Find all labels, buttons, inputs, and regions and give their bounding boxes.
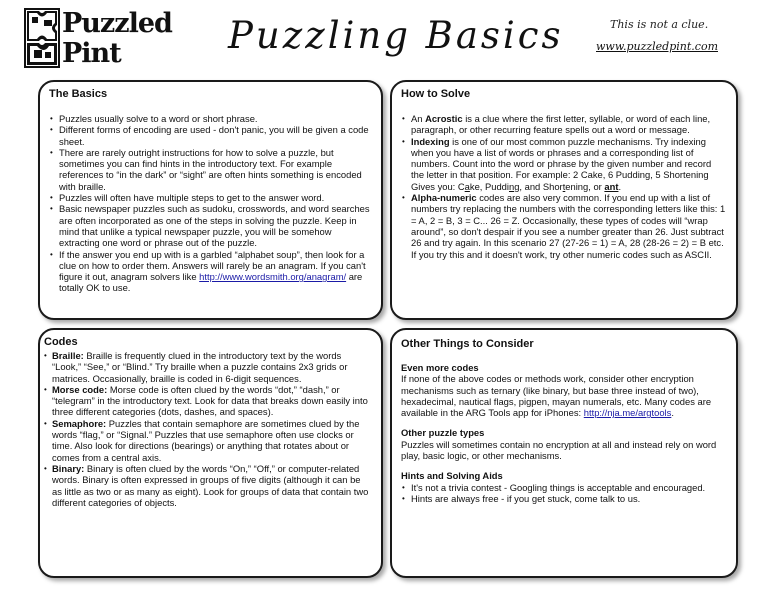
indexing-term: Indexing [411, 135, 450, 147]
list-item: • There are rarely outright instructions for how to solve a puzzle, but sometimes you can find hints in the introductory text. For example references to “in the dark” or “sight” are often hints something is encoded with braille. [49, 147, 371, 192]
list-item-binary [44, 463, 371, 508]
gives-mid-1: ke, Puddi [469, 180, 509, 192]
logo-word-pint: Pint [62, 38, 121, 69]
panel-title-codes: Codes [44, 336, 78, 348]
morse-text: Morse code is often clued by the words “dot,” “dash,” or “telegram” in the introductory text. Look for data that breaks down easily into three different categories (dots, dashes, and spaces). [52, 383, 368, 418]
acrostic-text: is a clue where the first letter, syllable, or word of each line, paragraph, or other recurring feature spells out a word or message. [411, 113, 711, 136]
alpha-numeric-text: codes are also very common. If you end up with a list of numbers try replacing the numbers with the corresponding letters like this: 1 = A, 2 = B, 3 = C... 26 = Z. Occasionally, these types of codes will “wrap around”, so don't despair if you see a number greater than 26. Just subtract 26 and try again. In this scenario 27 (27-26 = 1) = A, 28 (28-26 = 2) = B etc. If you try this and it doesn't work, try other numeric codes such as ASCII. [411, 192, 726, 260]
list-item: • Basic newspaper puzzles such as sudoku, crosswords, and word searches are often incorporated as one of the steps in solving the puzzle. Keep in mind that unlike a typical newspaper puzzle, you will be somehow extracting one word or phrase out of the puzzle. [49, 203, 371, 248]
binary-term: Binary: [52, 462, 85, 474]
panel-title-other-things: Other Things to Consider [401, 338, 534, 350]
indexing-example [411, 181, 726, 192]
list-item-semaphore [44, 418, 371, 463]
panel-codes [38, 328, 383, 578]
list-item-acrostic [401, 113, 726, 136]
list-item-braille [44, 350, 371, 384]
list-item-alpha-numeric [401, 192, 726, 260]
indexing-text: is one of our most common puzzle mechanisms. Try indexing when you have a list of words or phrases and a corresponding list of numbers. Count into the word or phrase by the given number and record the letter in that position. For example: 2 Cake, 6 Pudding, 5 Shortening [411, 135, 712, 181]
semaphore-text: Puzzles that contain semaphore are sometimes clued by the words “flag,” or “Signal.” Puzzles that use semaphore often use clocks or time. Also look for directions (bearings) or anything that rotates about or comes from a central axis. [52, 417, 360, 463]
list-item-morse [44, 384, 371, 418]
gives-mid-2: g, and Shor [514, 180, 563, 192]
argtools-link[interactable]: http://nja.me/argtools [583, 407, 672, 419]
puzzled-pint-logo [24, 6, 172, 70]
even-more-codes-heading: Even more codes [401, 362, 479, 373]
other-puzzle-types-text: Puzzles will sometimes contain no encryption at all and instead rely on word play, basic logic, or other mechanisms. [401, 438, 717, 462]
even-more-body: If none of the above codes or methods work, consider other encryption mechanisms such as ternary (like binary, but base three instead of two), hexadecimal, nautical flags, pigpen, mayan numerals, etc. Many codes are available in the ARG Tools app for iPhones: [401, 373, 712, 419]
acrostic-term: Acrostic [425, 113, 463, 124]
list-item-indexing [401, 136, 726, 192]
even-more-codes-text [401, 373, 726, 418]
gives-letter-2: n [508, 180, 515, 192]
how-to-list [401, 113, 726, 260]
logo-word-puzzled: Puzzled [62, 8, 172, 39]
list-item: • Puzzles usually solve to a word or short phrase. [49, 113, 371, 124]
panel-how-to-solve [390, 80, 738, 320]
binary-text: Binary is often clued by the words “On,” “Off,” or computer-related words. Binary is often expressed in groups of five digits (although it can be as little as two or as many as eight). Look for groups of data that contain two different categories of objects. [52, 462, 369, 508]
braille-text: Braille is frequently clued in the introductory text by the words “Look,” “See,” or “Blind.” Try braille when a puzzle contains 2x3 grids or matrices. Occasionally, braille is coded in 6-digit sequences. [52, 350, 348, 384]
list-item: • Puzzles will often have multiple steps to get to the answer word. [49, 192, 371, 203]
braille-term: Braille: [52, 350, 84, 361]
gives-mid-3: ening, or [565, 180, 605, 192]
panel-title-how-to-solve: How to Solve [401, 88, 471, 100]
anagram-solver-link[interactable]: http://www.wordsmith.org/anagram/ [199, 271, 347, 283]
page-title: Puzzling Basics [228, 14, 564, 57]
list-item: • It's not a trivia contest - Googling things is acceptable and encouraged. [401, 482, 726, 493]
anagram-tail: are totally OK to use. [59, 271, 363, 294]
gives-pre: Gives you: C [411, 180, 465, 192]
list-item: • Different forms of encoding are used - don't panic, you will be given a code sheet. [49, 124, 371, 147]
semaphore-term: Semaphore: [52, 417, 107, 429]
hints-heading: Hints and Solving Aids [401, 470, 503, 482]
codes-list [44, 350, 371, 508]
hints-list [401, 482, 726, 505]
gives-letter-1: a [464, 180, 470, 192]
anagram-text: If the answer you end up with is a garbled “alphabet soup”, then look for a clue on how to order them. Answers will rarely be an anagram. If you can't figure it out, anagram solvers like [59, 248, 366, 283]
even-more-end: . [671, 407, 674, 419]
site-link[interactable]: www.puzzledpint.com [596, 40, 718, 53]
panel-title-basics: The Basics [49, 88, 108, 100]
panel-other-things [390, 328, 738, 578]
morse-term: Morse code: [52, 383, 108, 395]
basics-list [49, 113, 371, 294]
gives-end: . [618, 180, 622, 192]
list-item: • Hints are always free - if you get stuck, come talk to us. [401, 493, 726, 504]
gives-letter-3: t [562, 180, 566, 192]
other-puzzle-types-heading: Other puzzle types [401, 427, 485, 439]
alpha-numeric-term: Alpha-numeric [411, 192, 477, 204]
tagline: This is not a clue. [610, 18, 709, 31]
list-item [49, 249, 371, 294]
gives-answer: ant [604, 180, 619, 192]
panel-the-basics [38, 80, 383, 320]
acrostic-pre: An [411, 113, 426, 124]
puzzle-pieces-icon [24, 8, 60, 68]
